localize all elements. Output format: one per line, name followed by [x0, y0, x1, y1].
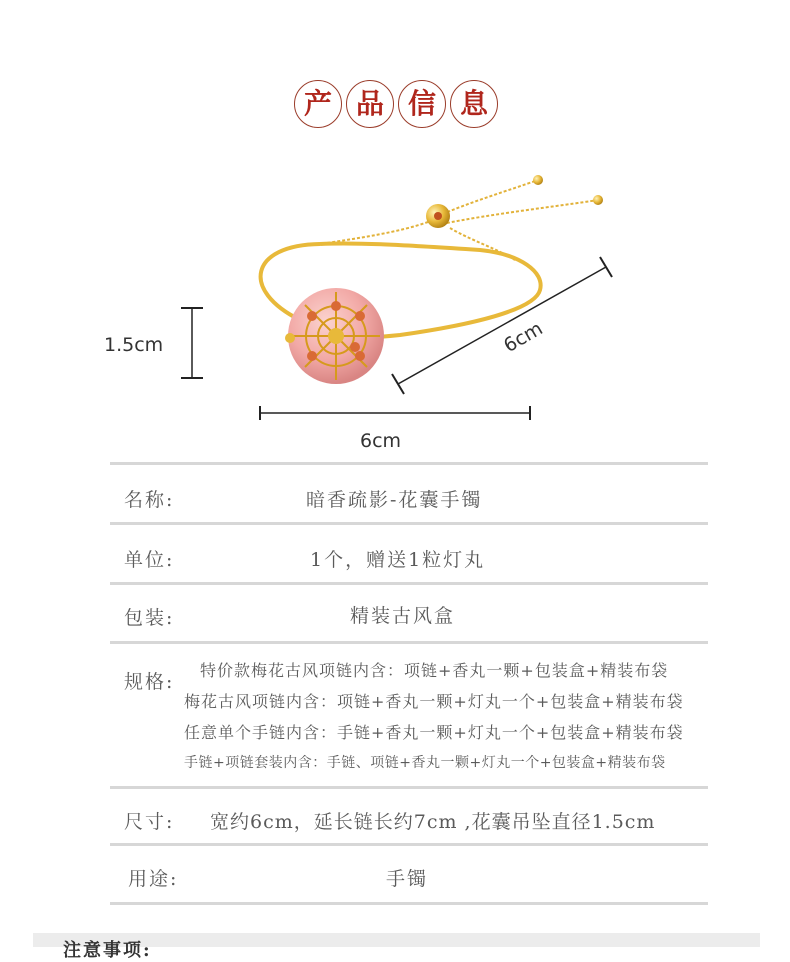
spec-label: 规格:: [124, 671, 175, 693]
divider: [110, 786, 708, 789]
spec-line-4: 手链+项链套装内含：手链、项链+香丸一颗+灯丸一个+包装盒+精装布袋: [184, 755, 666, 771]
size-value: 宽约6cm，延长链长约7cm ,花囊吊坠直径1.5cm: [210, 811, 656, 833]
unit-label: 单位:: [124, 549, 175, 571]
unit-value: 1个，赠送1粒灯丸: [310, 549, 486, 571]
name-label: 名称:: [124, 489, 175, 511]
bracelet-image: [0, 150, 790, 470]
notes-section: [33, 933, 760, 961]
height-label: 1.5cm: [104, 334, 164, 356]
divider: [110, 843, 708, 846]
title-char-3: 信: [398, 80, 446, 128]
width-label: 6cm: [360, 430, 402, 452]
divider: [110, 522, 708, 525]
name-value: 暗香疏影-花囊手镯: [306, 489, 483, 511]
packaging-value: 精装古风盒: [350, 605, 456, 627]
divider: [110, 582, 708, 585]
spec-line-3: 任意单个手链内含：手链+香丸一颗+灯丸一个+包装盒+精装布袋: [184, 723, 684, 742]
notes-title: 注意事项:: [63, 940, 152, 961]
size-label: 尺寸:: [124, 811, 175, 833]
packaging-label: 包装:: [124, 607, 175, 629]
product-illustration: [0, 150, 790, 470]
divider: [110, 902, 708, 905]
usage-label: 用途:: [128, 868, 179, 890]
title-char-2: 品: [346, 80, 394, 128]
usage-value: 手镯: [386, 868, 429, 890]
title-char-4: 息: [450, 80, 498, 128]
divider: [110, 641, 708, 644]
section-title: [294, 80, 498, 130]
divider: [110, 462, 708, 465]
spec-line-2: 梅花古风项链内含：项链+香丸一颗+灯丸一个+包装盒+精装布袋: [184, 692, 684, 711]
spec-line-1: 特价款梅花古风项链内含：项链+香丸一颗+包装盒+精装布袋: [200, 661, 669, 680]
diagonal-label: 6cm: [500, 317, 547, 358]
title-char-1: 产: [294, 80, 342, 128]
